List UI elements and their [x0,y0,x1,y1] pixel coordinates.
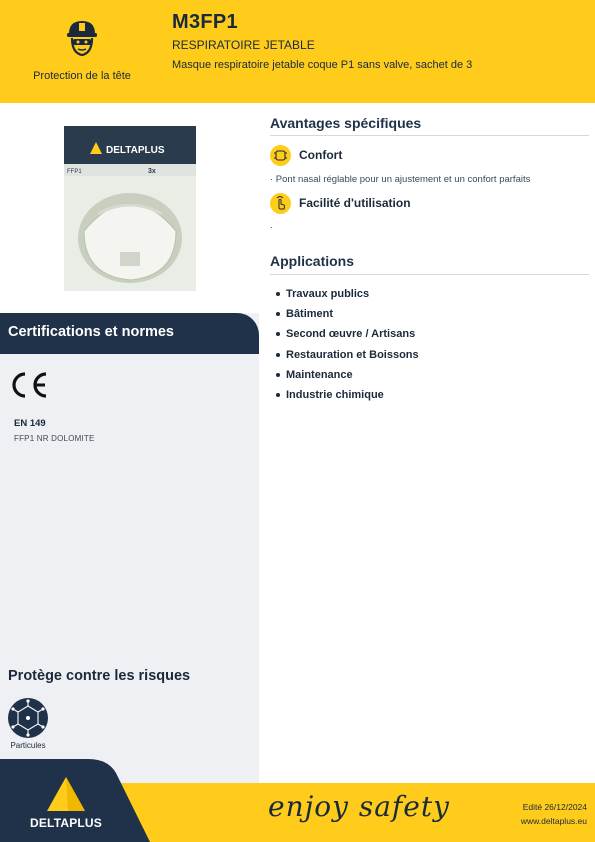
advantage-text-comfort: · Pont nasal réglable pour un ajustement et un confort parfaits [270,174,531,185]
application-item: Maintenance [276,365,419,385]
application-item: Restauration et Boissons [276,345,419,365]
bullet-icon [276,393,280,397]
hand-touch-icon [270,193,291,214]
advantage-text-ease-of-use: . [270,220,273,231]
certifications-title: Certifications et normes [8,324,174,340]
product-image [64,126,196,291]
advantage-title-comfort: Confort [299,148,343,162]
standard-name: EN 149 [14,418,46,429]
ce-mark-icon [6,368,50,402]
product-type: RESPIRATOIRE JETABLE [172,38,315,52]
application-item: Travaux publics [276,284,419,304]
application-item: Bâtiment [276,304,419,324]
application-item: Industrie chimique [276,385,419,405]
particles-icon [8,698,48,738]
bullet-icon [276,332,280,336]
applications-divider [270,274,589,275]
product-brand-text: DELTAPLUS [106,145,165,156]
product-tag-text: FFP1 [67,169,82,175]
advantage-title-ease-of-use: Facilité d'utilisation [299,196,411,210]
deltaplus-logo-icon [46,776,86,812]
applications-title: Applications [270,253,355,269]
bullet-icon [276,292,280,296]
bullet-icon [276,373,280,377]
standard-class: FFP1 NR DOLOMITE [14,434,95,443]
category-label: Protection de la tête [33,70,131,82]
helmet-head-icon [64,18,100,58]
advantages-divider [270,135,589,136]
comfort-icon [270,145,291,166]
advantages-title: Avantages spécifiques [270,115,422,131]
slogan: enjoy safety [268,790,450,823]
website-link[interactable]: www.deltaplus.eu [520,816,587,826]
risk-label-particles: Particules [10,741,46,750]
bullet-icon [276,353,280,357]
footer-brand: DELTAPLUS [29,816,103,830]
product-pack-count: 3x [148,168,156,175]
applications-list [276,284,419,405]
application-item: Second œuvre / Artisans [276,324,419,344]
product-reference: M3FP1 [172,11,238,33]
edition-date: Edité 26/12/2024 [522,802,587,812]
bullet-icon [276,312,280,316]
risks-title: Protège contre les risques [8,668,191,684]
product-description: Masque respiratoire jetable coque P1 sans valve, sachet de 3 [172,59,473,71]
